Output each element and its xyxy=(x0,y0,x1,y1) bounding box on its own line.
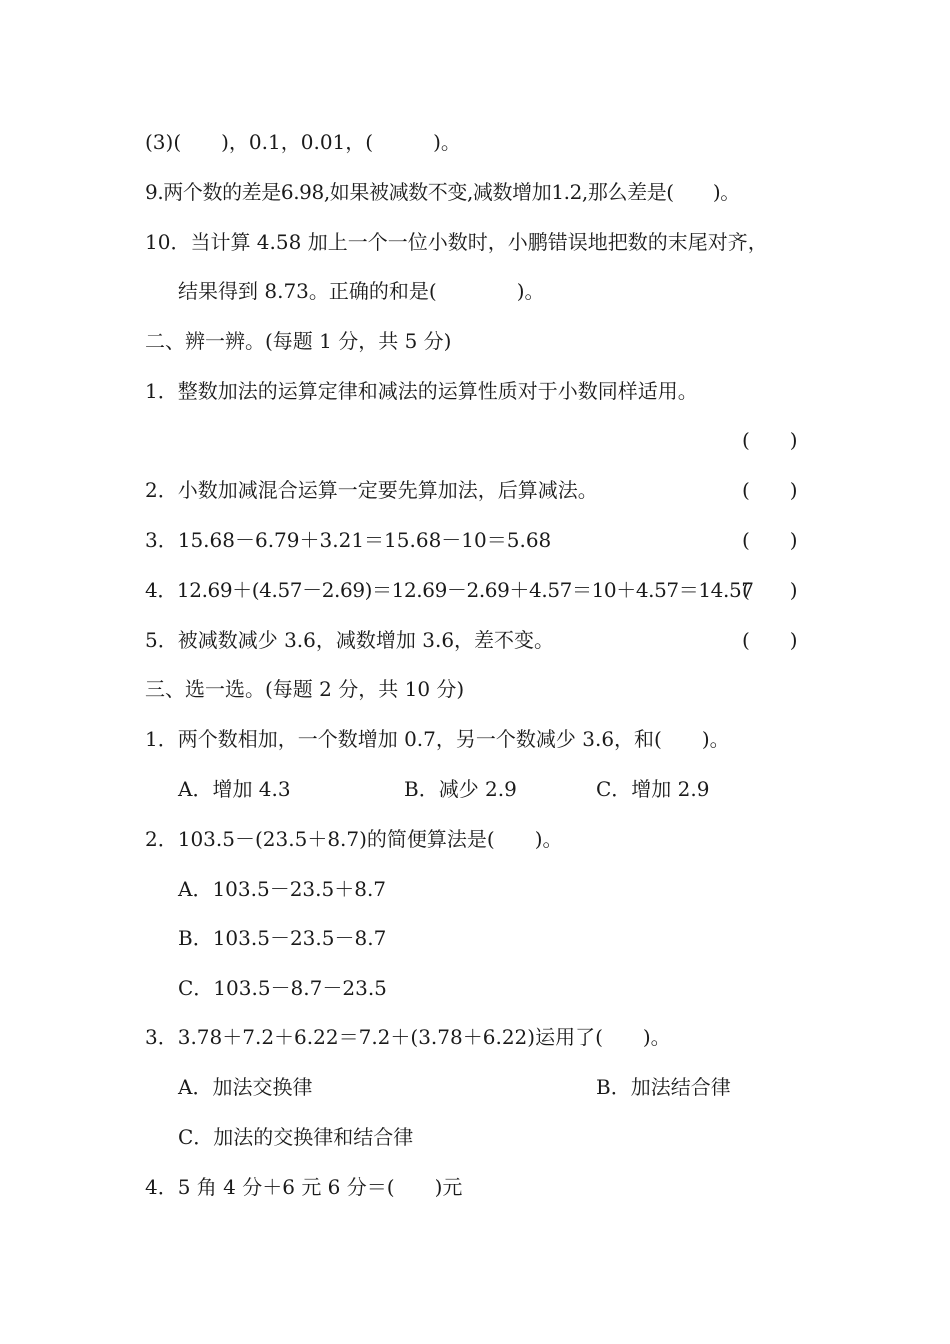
judge-item-2: 2．小数加减混合运算一定要先算加法，后算减法。 xyxy=(145,478,598,502)
judge-item-3: 3．15.68－6.79＋3.21＝15.68－10＝5.68 xyxy=(145,528,552,552)
choice-q2-option-b: B．103.5－23.5－8.7 xyxy=(178,926,387,950)
choice-q3-option-c: C．加法的交换律和结合律 xyxy=(178,1125,414,1149)
judge-item-5: 5．被减数减少 3.6，减数增加 3.6，差不变。 xyxy=(145,628,555,652)
choice-section-heading: 三、选一选。(每题 2 分，共 10 分) xyxy=(145,677,465,701)
judge-answer-blank-1: ( ) xyxy=(742,428,798,452)
judge-section-heading: 二、辨一辨。(每题 1 分，共 5 分) xyxy=(145,329,452,353)
choice-q2-option-a: A．103.5－23.5＋8.7 xyxy=(178,877,387,901)
choice-q2-option-c: C．103.5－8.7－23.5 xyxy=(178,976,387,1000)
choice-question-4: 4．5 角 4 分＋6 元 6 分＝( )元 xyxy=(145,1175,463,1199)
choice-question-1: 1．两个数相加，一个数增加 0.7，另一个数减少 3.6，和( )。 xyxy=(145,727,730,751)
fill-question-9: 9.两个数的差是6.98,如果被减数不变,减数增加1.2,那么差是( )。 xyxy=(145,180,740,204)
fill-question-10-line-2: 结果得到 8.73。正确的和是( )。 xyxy=(178,279,545,303)
judge-answer-blank-4: ( ) xyxy=(742,578,798,602)
choice-question-2: 2．103.5－(23.5＋8.7)的简便算法是( )。 xyxy=(145,827,563,851)
judge-answer-blank-3: ( ) xyxy=(742,528,798,552)
choice-question-3: 3．3.78＋7.2＋6.22＝7.2＋(3.78＋6.22)运用了( )。 xyxy=(145,1025,671,1049)
choice-q3-option-b: B．加法结合律 xyxy=(596,1075,731,1099)
fill-question-10-line-1: 10．当计算 4.58 加上一个一位小数时，小鹏错误地把数的末尾对齐， xyxy=(145,230,768,254)
judge-item-1: 1．整数加法的运算定律和减法的运算性质对于小数同样适用。 xyxy=(145,379,698,403)
choice-q1-option-c: C．增加 2.9 xyxy=(596,777,710,801)
choice-q3-option-a: A．加法交换律 xyxy=(178,1075,313,1099)
choice-q1-option-b: B．减少 2.9 xyxy=(404,777,517,801)
choice-q1-option-a: A．增加 4.3 xyxy=(178,777,291,801)
judge-answer-blank-5: ( ) xyxy=(742,628,798,652)
judge-answer-blank-2: ( ) xyxy=(742,478,798,502)
judge-item-4: 4．12.69＋(4.57－2.69)＝12.69－2.69＋4.57＝10＋4.57＝14.57 xyxy=(145,578,754,602)
fill-question-8-part-3: (3)( )，0.1，0.01，( )。 xyxy=(145,130,461,154)
